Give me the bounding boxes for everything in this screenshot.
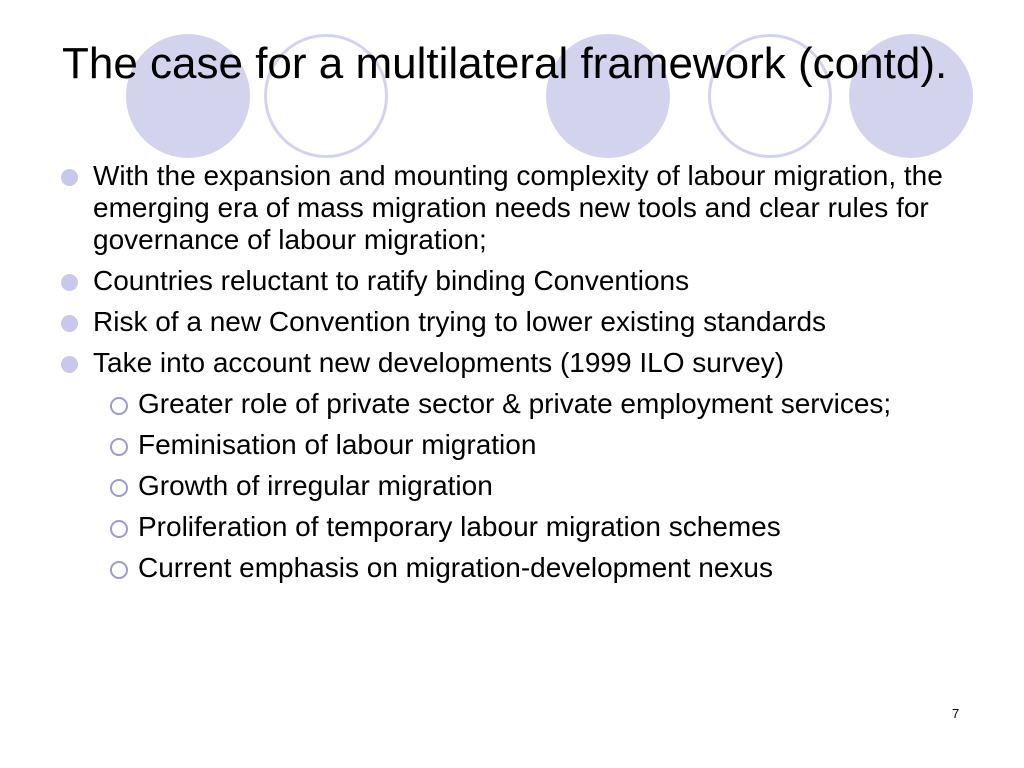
slide-title: The case for a multilateral framework (contd). xyxy=(62,39,948,88)
sub-bullet-item xyxy=(60,470,980,502)
sub-bullet-text: Greater role of private sector & private employment services; xyxy=(138,388,892,419)
sub-bullet-text: Proliferation of temporary labour migration schemes xyxy=(138,511,781,542)
sub-bullet-ring-icon xyxy=(110,397,128,415)
bullet-text: Take into account new developments (1999 ILO survey) xyxy=(93,347,785,378)
bullet-text: Risk of a new Convention trying to lower existing standards xyxy=(93,306,827,337)
bullet-dot-icon xyxy=(61,356,78,373)
sub-bullet-item xyxy=(60,388,980,420)
bullet-text: Countries reluctant to ratify binding Conventions xyxy=(93,265,690,296)
sub-bullet-item xyxy=(60,511,980,543)
bullet-dot-icon xyxy=(61,274,78,291)
bullet-item xyxy=(60,347,980,379)
bullet-dot-icon xyxy=(61,169,78,186)
bullet-list xyxy=(60,160,980,593)
sub-bullet-text: Current emphasis on migration-development nexus xyxy=(138,552,773,583)
sub-bullet-item xyxy=(60,429,980,461)
sub-bullet-ring-icon xyxy=(110,561,128,579)
page-number: 7 xyxy=(952,706,960,721)
bullet-item xyxy=(60,306,980,338)
bullet-item xyxy=(60,265,980,297)
bullet-item xyxy=(60,160,980,256)
sub-bullet-ring-icon xyxy=(110,479,128,497)
sub-bullet-ring-icon xyxy=(110,520,128,538)
sub-bullet-ring-icon xyxy=(110,438,128,456)
sub-bullet-text: Feminisation of labour migration xyxy=(138,429,537,460)
sub-bullet-text: Growth of irregular migration xyxy=(138,470,493,501)
sub-bullet-item xyxy=(60,552,980,584)
bullet-dot-icon xyxy=(61,315,78,332)
bullet-text: With the expansion and mounting complexity of labour migration, the emerging era of mass migration needs new tools and clear rules for governance of labour migration; xyxy=(93,160,943,255)
